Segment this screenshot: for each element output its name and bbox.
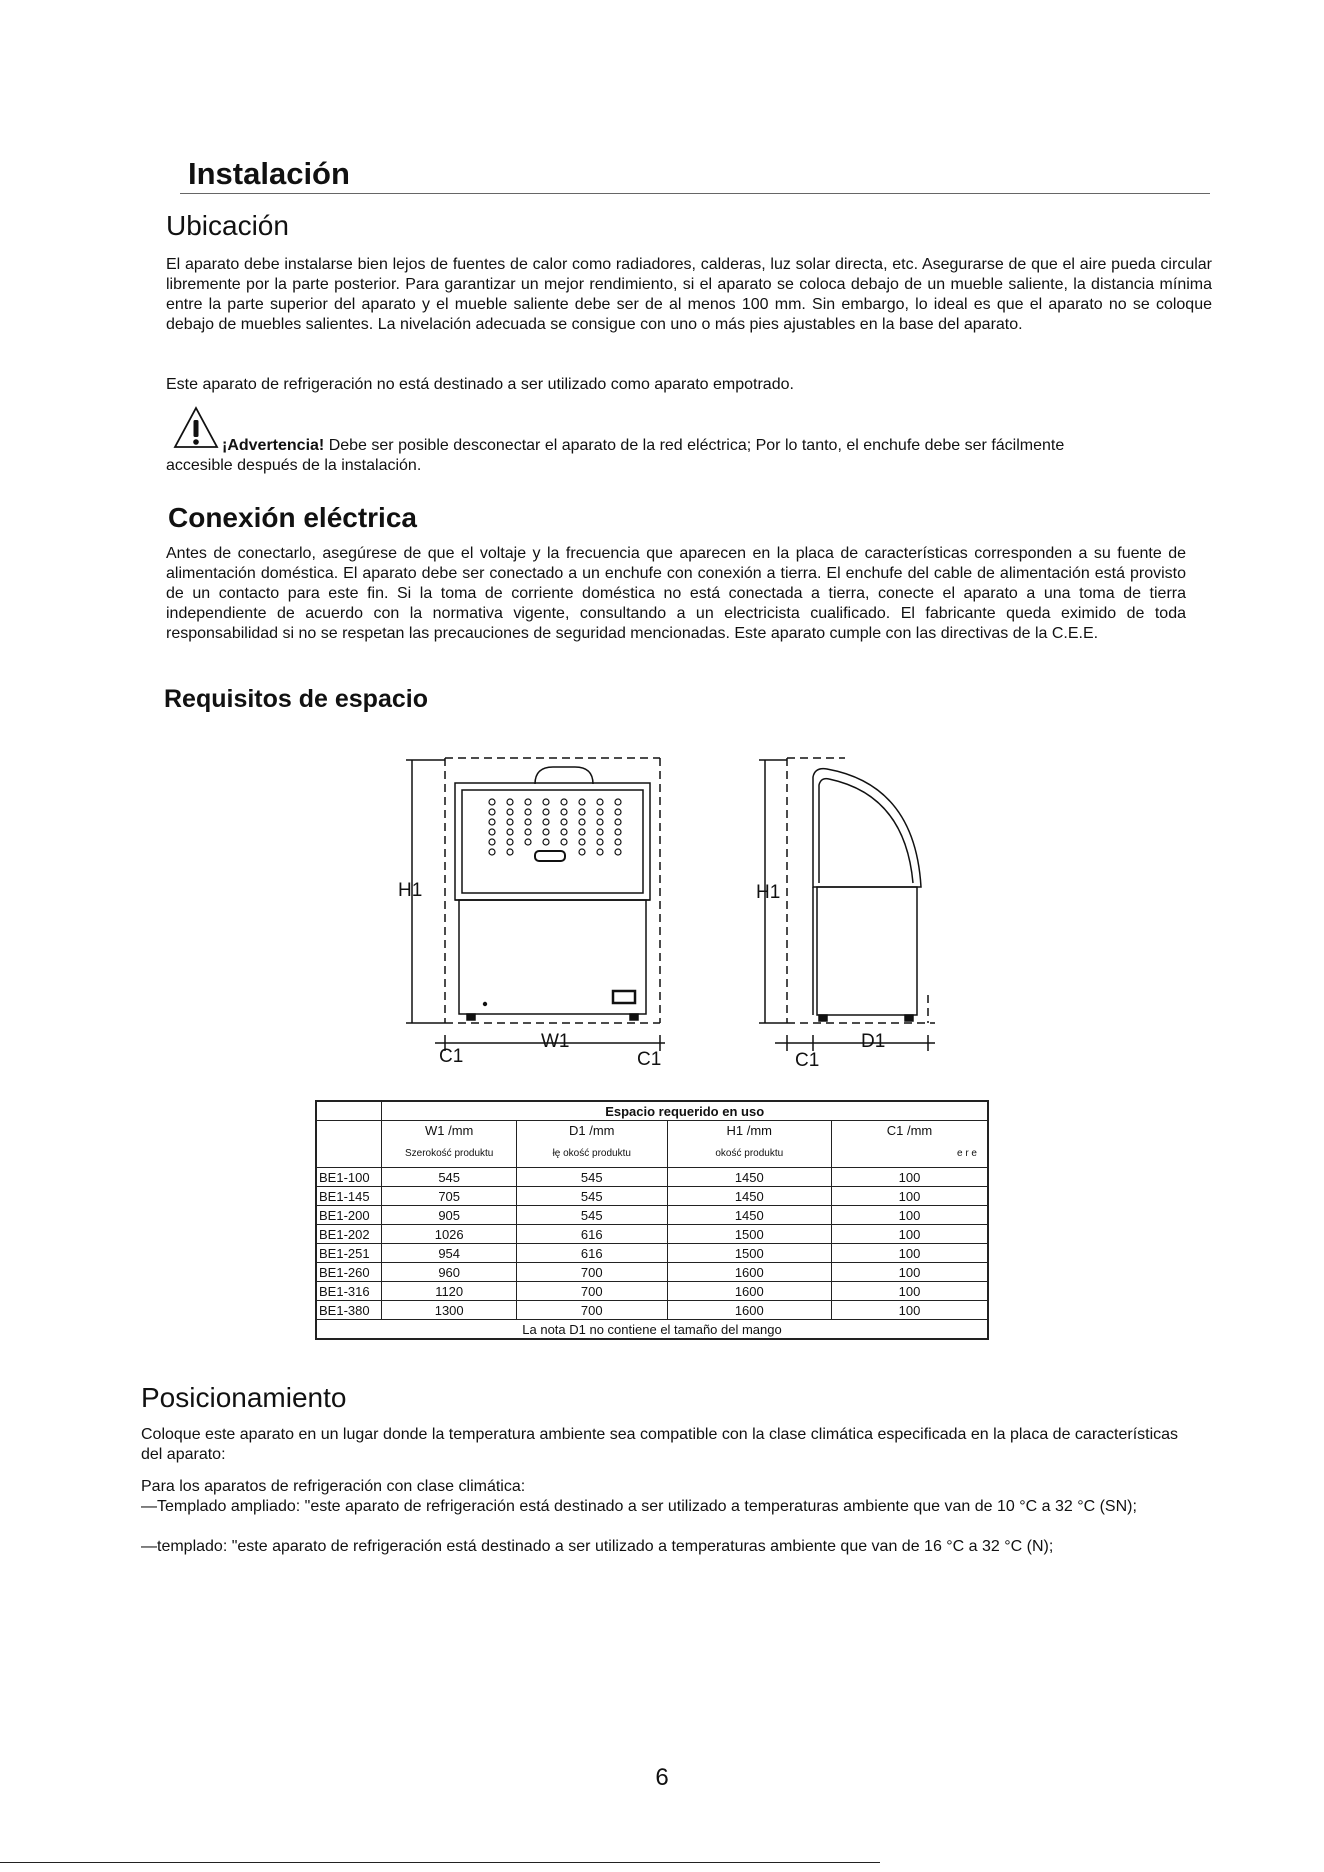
lid-dot: [579, 799, 585, 805]
lid-dot: [597, 799, 603, 805]
lid-dot: [489, 849, 495, 855]
positioning-title: Posicionamiento: [141, 1382, 347, 1413]
table-row: [316, 1206, 988, 1225]
lid-dot: [507, 809, 513, 815]
cell-d1: 545: [517, 1206, 668, 1225]
lid-dot: [543, 809, 549, 815]
cell-d1: 545: [517, 1168, 668, 1187]
table-title: Espacio requerido en uso: [382, 1101, 988, 1121]
cell-model: BE1-251: [316, 1244, 382, 1263]
lid-dot: [525, 839, 531, 845]
lid-dot: [543, 819, 549, 825]
table-row: [316, 1263, 988, 1282]
lid-dot: [489, 809, 495, 815]
subheader-h1: okość produktu: [667, 1139, 831, 1168]
lid-dot: [489, 839, 495, 845]
lid-dot: [561, 809, 567, 815]
lid-dot: [543, 829, 549, 835]
positioning-paragraph-3: —Templado ampliado: "este aparato de refrigeración está destinado a ser utilizado a temperaturas ambiente que van de 10 °C a 32 °C (SN);: [141, 1498, 1137, 1515]
cell-h1: 1500: [667, 1225, 831, 1244]
electric-paragraph: Antes de conectarlo, asegúrese de que el voltaje y la frecuencia que aparecen en la placa de características corresponden a su fuente de alimentación doméstica. El aparato debe ser conectado a un enchufe con conexión a tierra. El enchufe del cable de alimentación está provisto de un contacto para este fin. Si la toma de corriente doméstica no está conectada a tierra, conecte el aparato a una toma de tierra independiente de acuerdo con la normativa vigente, consultando a un electricista cualificado. El fabricante queda eximido de toda responsabilidad si no se respetan las precauciones de seguridad mencionadas. Este aparato cumple con las directivas de la C.E.E.: [166, 545, 1186, 642]
cell-c1: 100: [832, 1282, 988, 1301]
cell-w1: 1026: [382, 1225, 517, 1244]
lid-dot: [561, 819, 567, 825]
front-h1-label: H1: [398, 880, 423, 901]
warning-line: [222, 436, 1222, 456]
lid-dot: [525, 799, 531, 805]
lid-dot: [561, 829, 567, 835]
cell-w1: 1120: [382, 1282, 517, 1301]
cell-h1: 1600: [667, 1263, 831, 1282]
lid-dot: [507, 849, 513, 855]
positioning-paragraph-1: Coloque este aparato en un lugar donde la temperatura ambiente sea compatible con la clase climática especificada en la placa de características del aparato:: [141, 1426, 1179, 1463]
page-number: 6: [655, 1764, 669, 1791]
table-note: La nota D1 no contiene el tamaño del mango: [316, 1320, 988, 1340]
warning-text-2: accesible después de la instalación.: [166, 457, 422, 474]
cell-d1: 545: [517, 1187, 668, 1206]
lid-dot: [579, 819, 585, 825]
cell-d1: 700: [517, 1263, 668, 1282]
table-row: [316, 1282, 988, 1301]
lid-dot: [489, 799, 495, 805]
lid-dot: [561, 839, 567, 845]
lid-dot: [507, 829, 513, 835]
cell-d1: 616: [517, 1244, 668, 1263]
space-title: Requisitos de espacio: [164, 685, 428, 713]
cell-d1: 700: [517, 1282, 668, 1301]
table-row: [316, 1225, 988, 1244]
front-w1-label: W1: [541, 1031, 570, 1052]
cell-c1: 100: [832, 1263, 988, 1282]
cell-c1: 100: [832, 1301, 988, 1320]
table-row: [316, 1301, 988, 1320]
warning-icon: [172, 405, 220, 451]
cell-h1: 1450: [667, 1206, 831, 1225]
title-rule: [180, 193, 1210, 194]
cell-h1: 1500: [667, 1244, 831, 1263]
cell-h1: 1450: [667, 1187, 831, 1206]
cell-w1: 705: [382, 1187, 517, 1206]
footer-rule: [0, 1862, 880, 1863]
side-view-diagram: [755, 755, 955, 1075]
cell-model: BE1-200: [316, 1206, 382, 1225]
location-paragraph: El aparato debe instalarse bien lejos de fuentes de calor como radiadores, calderas, luz solar directa, etc. Asegurarse de que el aire pueda circular libremente por la parte posterior. Para garantizar un mejor rendimiento, si el aparato se coloca debajo de un mueble saliente, la distancia mínima entre la parte superior del aparato y el mueble saliente debe ser de al menos 100 mm. Sin embargo, lo ideal es que el aparato no se coloque debajo de muebles salientes. La nivelación adecuada se consigue con uno o más pies ajustables en la base del aparato.: [166, 256, 1212, 333]
lid-dot: [615, 799, 621, 805]
cell-model: BE1-100: [316, 1168, 382, 1187]
cell-w1: 545: [382, 1168, 517, 1187]
table-row: [316, 1168, 988, 1187]
lid-dot: [615, 819, 621, 825]
lid-dot: [597, 819, 603, 825]
header-c1: C1 /mm: [832, 1121, 988, 1140]
header-w1: W1 /mm: [382, 1121, 517, 1140]
cell-w1: 960: [382, 1263, 517, 1282]
lid-dot: [543, 839, 549, 845]
lid-dot: [489, 829, 495, 835]
space-table: [315, 1100, 989, 1340]
cell-c1: 100: [832, 1168, 988, 1187]
cell-w1: 954: [382, 1244, 517, 1263]
lid-dot: [597, 839, 603, 845]
lid-dot: [579, 839, 585, 845]
header-d1: D1 /mm: [517, 1121, 668, 1140]
side-h1-label: H1: [756, 882, 781, 903]
header-h1: H1 /mm: [667, 1121, 831, 1140]
lid-dot: [525, 809, 531, 815]
positioning-paragraph-4: —templado: "este aparato de refrigeración está destinado a ser utilizado a temperaturas ambiente que van de 16 °C a 32 °C (N);: [141, 1538, 1054, 1555]
front-view-diagram: [395, 755, 695, 1075]
lid-dot: [543, 799, 549, 805]
lid-dot: [525, 829, 531, 835]
lid-dot: [615, 829, 621, 835]
subheader-d1: łę okość produktu: [517, 1139, 668, 1168]
lid-dot: [615, 839, 621, 845]
subheader-w1: Szerokość produktu: [382, 1139, 517, 1168]
lid-dot: [507, 799, 513, 805]
location-paragraph-2: Este aparato de refrigeración no está destinado a ser utilizado como aparato empotrado.: [166, 376, 794, 393]
side-c1-label: C1: [795, 1050, 820, 1071]
lid-dot: [597, 829, 603, 835]
cell-model: BE1-316: [316, 1282, 382, 1301]
table-row: [316, 1244, 988, 1263]
subheader-c1: e r e: [832, 1139, 988, 1168]
cell-model: BE1-202: [316, 1225, 382, 1244]
cell-w1: 905: [382, 1206, 517, 1225]
lid-dot: [615, 849, 621, 855]
cell-h1: 1450: [667, 1168, 831, 1187]
cell-h1: 1600: [667, 1301, 831, 1320]
lid-dot: [579, 809, 585, 815]
front-c1-left-label: C1: [439, 1046, 464, 1067]
lid-dot: [525, 819, 531, 825]
cell-d1: 700: [517, 1301, 668, 1320]
cell-c1: 100: [832, 1225, 988, 1244]
location-title: Ubicación: [166, 210, 289, 241]
lid-dot: [489, 819, 495, 825]
lid-dot: [507, 839, 513, 845]
lid-dot: [561, 799, 567, 805]
table-row: [316, 1187, 988, 1206]
cell-d1: 616: [517, 1225, 668, 1244]
cell-h1: 1600: [667, 1282, 831, 1301]
front-c1-right-label: C1: [637, 1049, 662, 1070]
positioning-paragraph-2: Para los aparatos de refrigeración con clase climática:: [141, 1478, 526, 1495]
lid-dot: [507, 819, 513, 825]
cell-c1: 100: [832, 1244, 988, 1263]
cell-w1: 1300: [382, 1301, 517, 1320]
electric-title: Conexión eléctrica: [168, 502, 417, 533]
warning-text: Debe ser posible desconectar el aparato de la red eléctrica; Por lo tanto, el enchufe debe ser fácilmente: [324, 437, 1065, 454]
cell-c1: 100: [832, 1206, 988, 1225]
lid-dot: [615, 809, 621, 815]
cell-c1: 100: [832, 1187, 988, 1206]
lid-dot: [597, 809, 603, 815]
side-d1-label: D1: [861, 1031, 886, 1052]
cell-model: BE1-145: [316, 1187, 382, 1206]
installation-title: Instalación: [188, 156, 350, 191]
lid-dot: [579, 849, 585, 855]
cell-model: BE1-380: [316, 1301, 382, 1320]
warning-label: ¡Advertencia!: [222, 437, 325, 454]
cell-model: BE1-260: [316, 1263, 382, 1282]
lid-dot: [579, 829, 585, 835]
lid-dot: [597, 849, 603, 855]
